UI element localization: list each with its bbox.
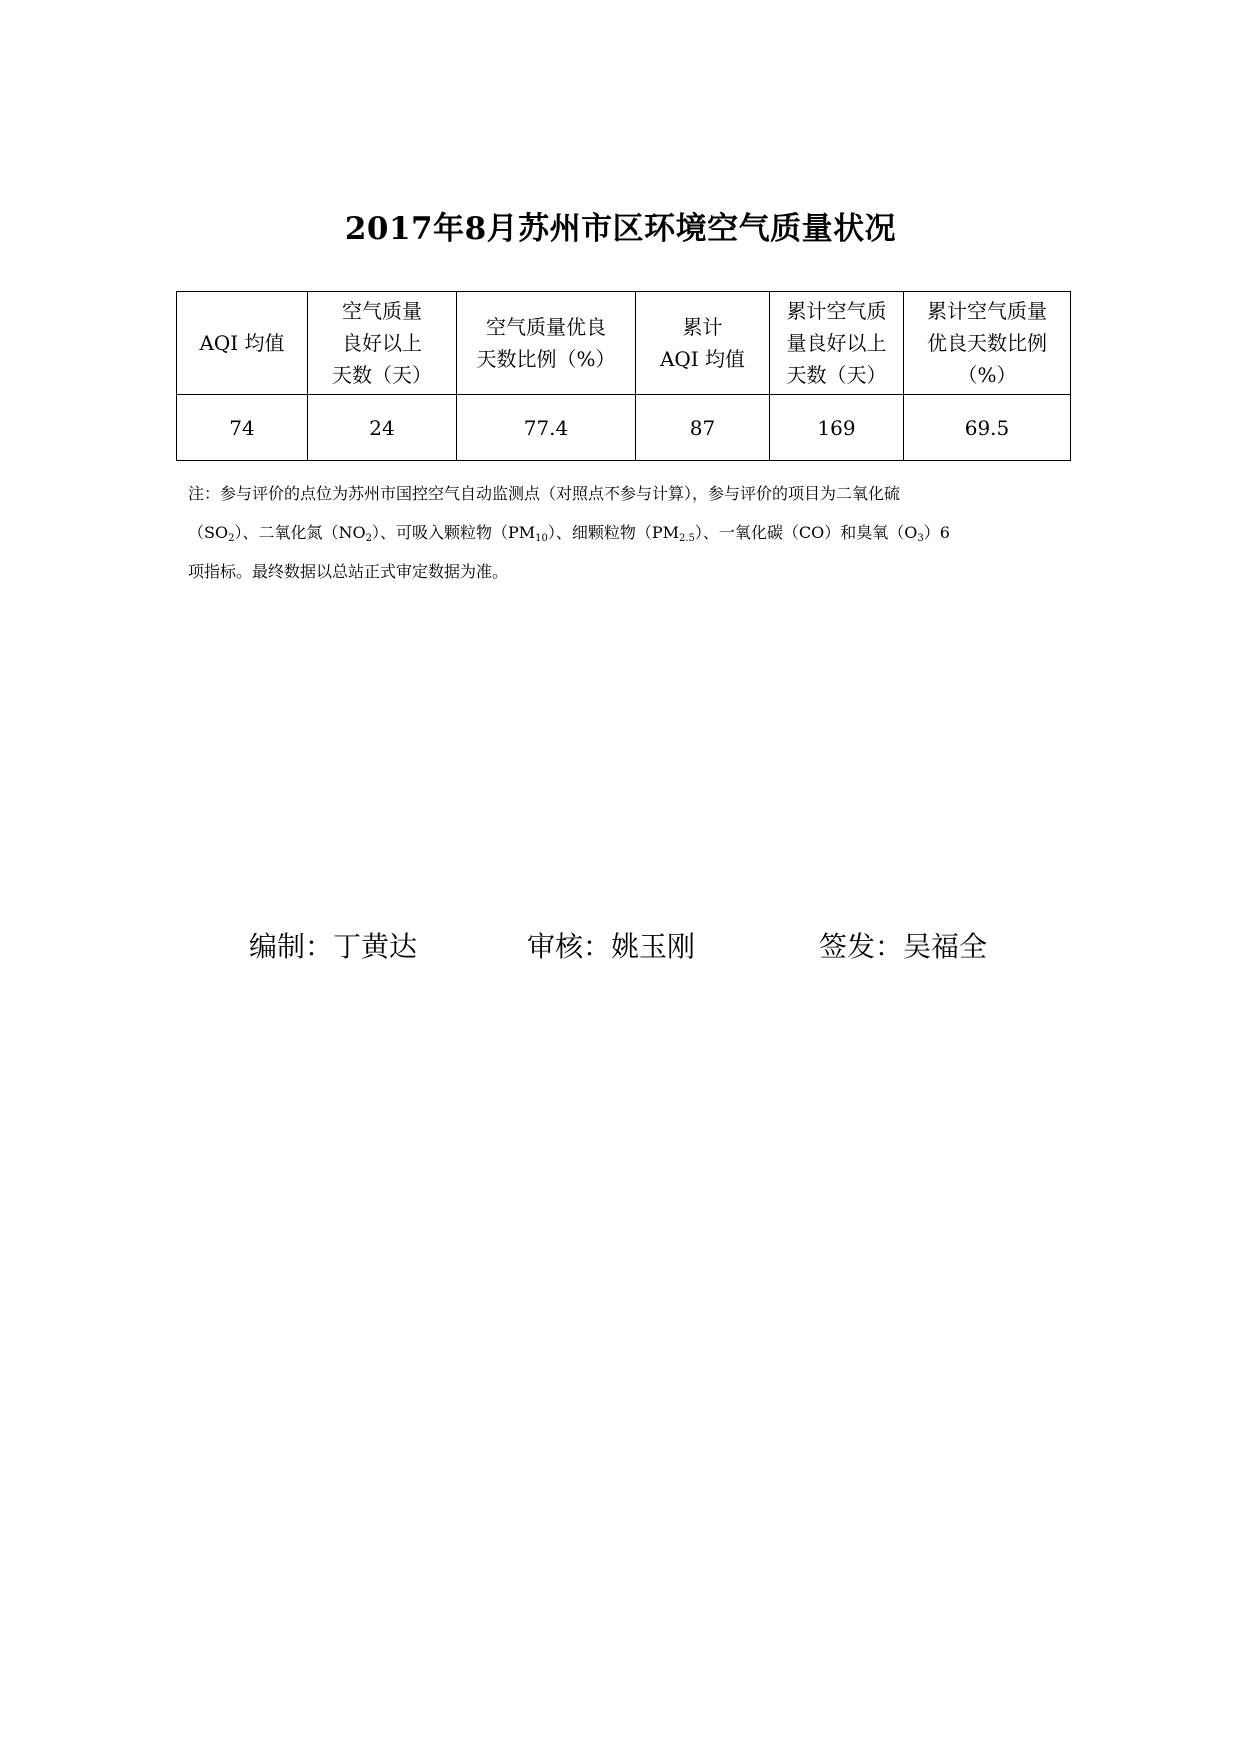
document-title: 2017年8月苏州市区环境空气质量状况 — [344, 211, 897, 247]
header-cumulative-good-ratio: 累计空气质量 优良天数比例 （%） — [904, 292, 1071, 395]
reviewer-signature: 审核：姚玉刚 — [527, 930, 696, 963]
issuer-signature: 签发：吴福全 — [819, 930, 988, 963]
cell-good-days: 24 — [308, 395, 457, 461]
air-quality-table — [176, 291, 1071, 461]
footnote-line-3: 项指标。最终数据以总站正式审定数据为准。 — [188, 562, 509, 581]
header-cumulative-aqi: 累计 AQI 均值 — [636, 292, 770, 395]
cell-cumulative-good-days: 169 — [770, 395, 904, 461]
cell-cumulative-aqi: 87 — [636, 395, 770, 461]
header-good-ratio: 空气质量优良 天数比例（%） — [457, 292, 636, 395]
header-aqi-mean: AQI 均值 — [177, 292, 308, 395]
header-good-days: 空气质量 良好以上 天数（天） — [308, 292, 457, 395]
compiler-signature: 编制：丁黄达 — [249, 930, 418, 963]
footnote-line-2: $(SO_2)$、二氧化氮$(NO_2)$、可吸入颗粒物$(PM_{10})$、细颗粒物$(PM_{2.5})$、一氧化碳（CO）和臭氧$(O_3)6$ — [188, 523, 950, 544]
header-cumulative-good-days: 累计空气质 量良好以上 天数（天） — [770, 292, 904, 395]
cell-aqi-mean: 74 — [177, 395, 308, 461]
footnote-line-1: 注：参与评价的点位为苏州市国控空气自动监测点（对照点不参与计算），参与评价的项目为二氧化硫 — [188, 484, 901, 503]
cell-cumulative-good-ratio: 69.5 — [904, 395, 1071, 461]
table-row — [177, 395, 1071, 461]
table-header-row — [177, 292, 1071, 395]
footnote — [188, 474, 1068, 591]
cell-good-ratio: 77.4 — [457, 395, 636, 461]
